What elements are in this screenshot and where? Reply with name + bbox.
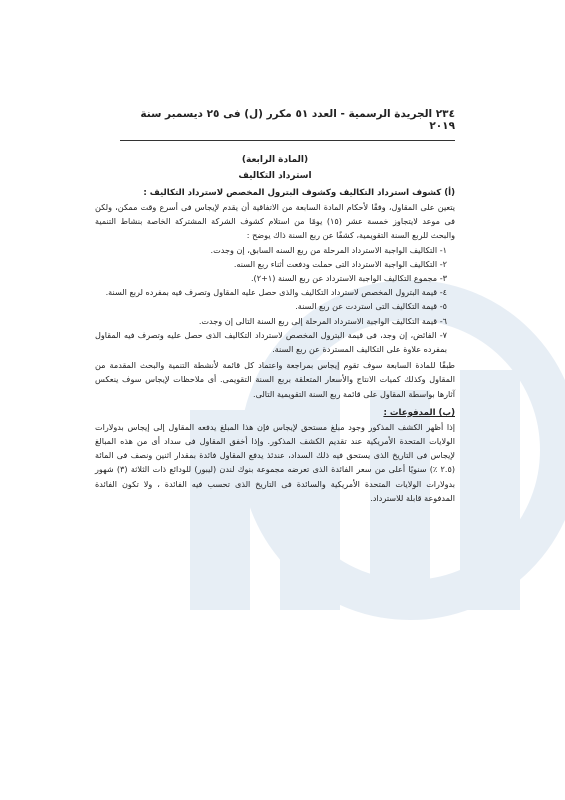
section-b-body: إذا أظهر الكشف المذكور وجود مبلغ مستحق لإيجاس فإن هذا المبلغ يدفعه المقاول إلى إيجاس بدولارات الولايات المتحدة الأمريكية عند تقديم الكشف المذكور. وإذا أخفق المقاول فى سداد أى من هذه المبالغ لإيجاس فى التاريخ الذى يستحق فيه ذلك السداد، عندئذ يدفع المقاول فائدة بمقدار اثنين ونصف فى المائة (٢.٥ ٪) سنويًا أعلى من سعر الفائدة الذى تعرضه مجموعة بنوك لندن (ليبور) للودائع ذات الثلاثة (٣) شهور بدولارات الولايات المتحدة الأمريكية والسائدة فى التاريخ الذى تحسب فيه الفائدة ، ولا تكون الفائدة المدفوعة قابلة للاسترداد. <box>95 421 455 503</box>
cost-items-list <box>95 243 455 357</box>
article-number: (المادة الرابعة) <box>241 155 309 165</box>
list-item: ٢- التكاليف الواجبة الاسترداد التى حملت ودفعت أثناء ربع السنه. <box>233 258 447 269</box>
list-item: ٦- قيمة التكاليف الواجبة الاسترداد المرحلة إلى ربع السنة التالى إن وجدت. <box>198 315 447 326</box>
article-title: استرداد التكاليف <box>238 171 312 181</box>
list-item: ٤- قيمة البترول المخصص لاسترداد التكاليف والذى حصل عليه المقاول وتصرف فيه بمفرده لربع السنة. <box>105 287 447 298</box>
section-b-label: (ب) المدفوعات : <box>383 407 455 418</box>
list-item: ٧- الفائض، إن وجد، فى قيمة البترول المخصص لاسترداد التكاليف الذى حصل عليه وتصرف فيه المقاول بمفرده علاوة على التكاليف المستردة عن ربع السنة. <box>95 329 447 355</box>
page-header: ٢٣٤ الجريدة الرسمية - العدد ٥١ مكرر (ل) فى ٢٥ ديسمبر سنة ٢٠١٩ <box>120 108 455 141</box>
list-item: ١- التكاليف الواجبة الاسترداد المرحلة من ربع السنه السابق، إن وجدت. <box>210 244 447 255</box>
section-a-heading: (أ) كشوف استرداد التكاليف وكشوف البترول المخصص لاسترداد التكاليف : <box>143 188 455 198</box>
document-page <box>95 108 455 505</box>
section-a-closing: طبقًا للمادة السابعة سوف تقوم إيجاس بمراجعة واعتماد كل قائمة لأنشطة التنمية والبحث المقدمة من المقاول وكذلك كميات الانتاج والأسعار المتعلقة بربع السنة التقويمى. أى ملاحظات لإيجاس سوف ينعكس آثارها بواسطة المقاول على قائمة ربع السنة التقويمية التالى. <box>95 360 455 399</box>
list-item: ٥- قيمة التكاليف التى استردت عن ربع السنة. <box>295 301 447 312</box>
section-b-heading <box>95 408 455 418</box>
list-item: ٣- مجموع التكاليف الواجبة الاسترداد عن ربع السنة (١+٢). <box>250 273 447 284</box>
section-a-intro: يتعين على المقاول، وفقًا لأحكام المادة السابعة من الاتفاقية أن يقدم لإيجاس فى أسرع وقت ممكن، ولكن فى موعد لايتجاوز خمسة عشر (١٥) يومًا من استلام كشوف الشركة المشتركة الخاصة بنشاط التنمية والبحث للربع السنة التقويمية، كشفًا عن ربع السنة ذاك يوضح : <box>95 202 456 241</box>
